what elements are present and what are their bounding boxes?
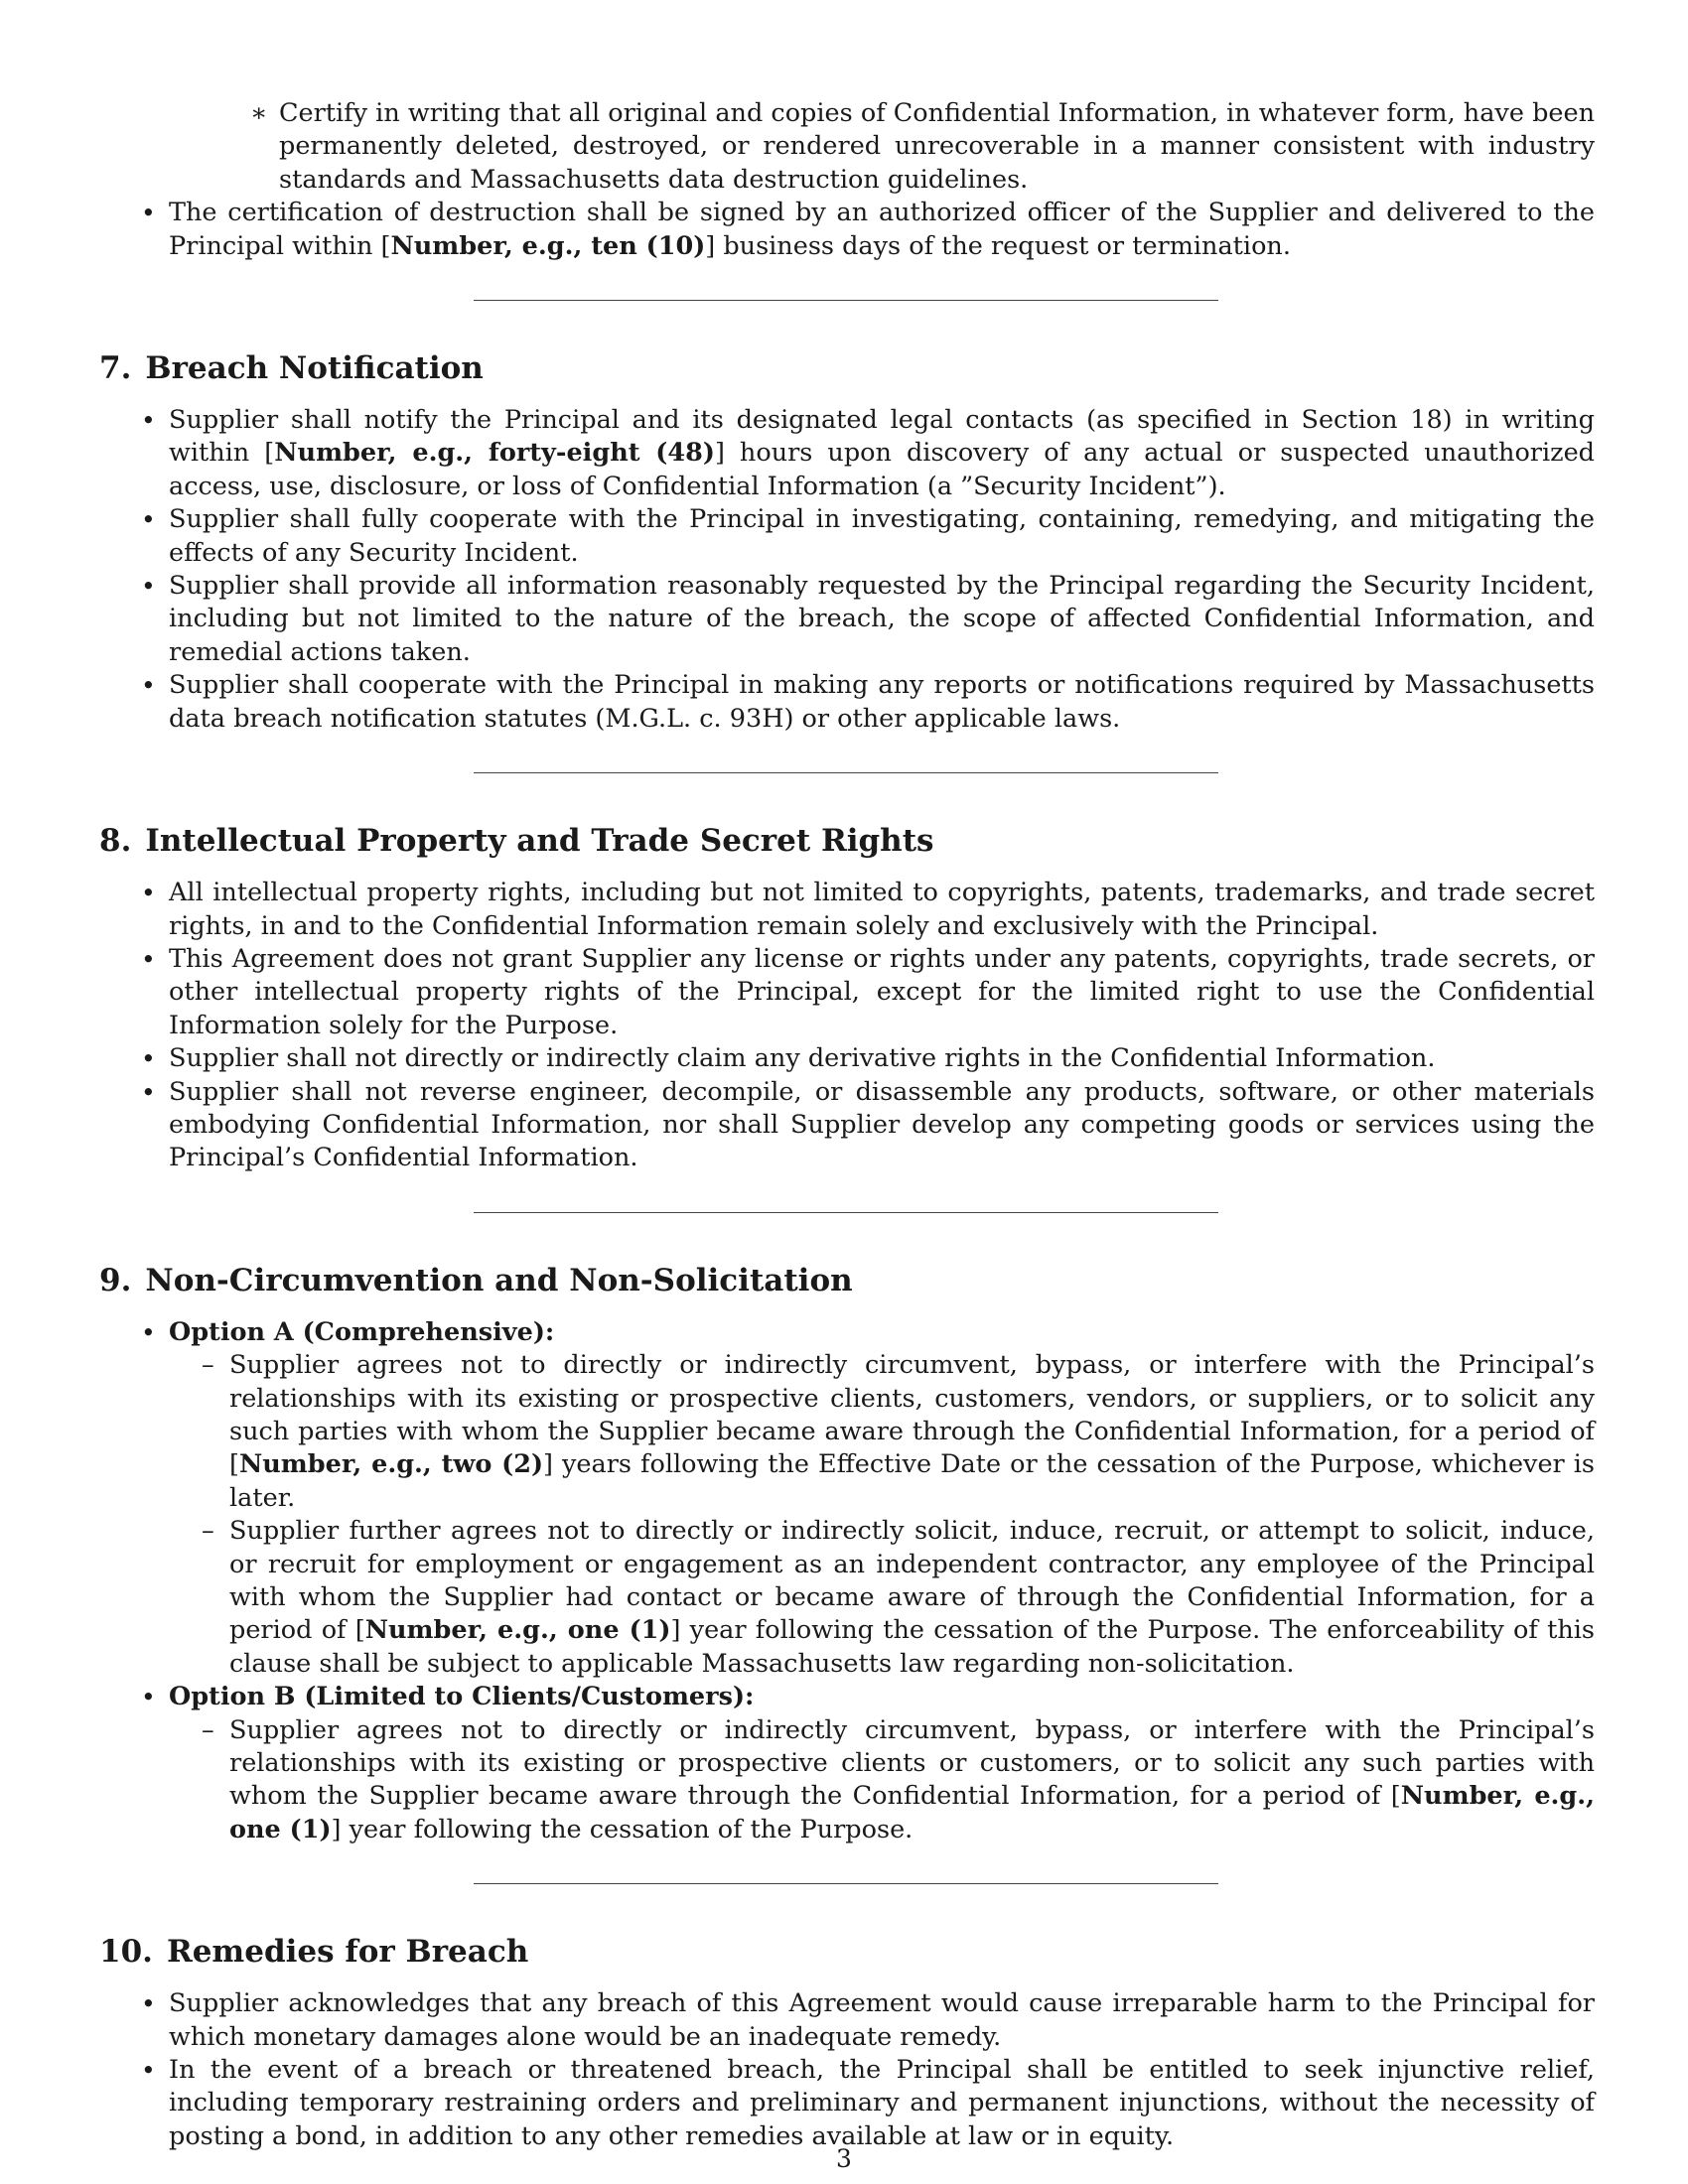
list-item: • Supplier shall provide all information reasonably requested by the Principal regarding the Security Incident, including but not limited to the nature of the breach, the scope of affected Confidential Information, and remedial actions taken. — [169, 570, 1595, 669]
option-label: Option A (Comprehensive): — [169, 1316, 555, 1347]
list-item: • Supplier shall cooperate with the Principal in making any reports or notifications required by Massachusetts data breach notification statutes (M.G.L. c. 93H) or other applicable laws. — [169, 669, 1595, 736]
section-7-list — [99, 404, 1595, 736]
list-item: • This Agreement does not grant Supplier any license or rights under any patents, copyrights, trade secrets, or other intellectual property rights of the Principal, except for the limited right to use the Confidential Information solely for the Purpose. — [169, 943, 1595, 1042]
list-item: – Supplier further agrees not to directly or indirectly solicit, induce, recruit, or attempt to solicit, induce, or recruit for employment or engagement as an independent contractor, any employee of the Principal with whom the Supplier had contact or became aware of through the Confidential Information, for a period of [Number, e.g., one (1)] year following the cessation of the Purpose. The enforceability of this clause shall be subject to applicable Massachusetts law regarding non-solicitation. — [229, 1515, 1595, 1681]
option-label: Option B (Limited to Clients/Customers): — [169, 1682, 755, 1712]
section-divider — [474, 1212, 1218, 1213]
section-heading-7: 7. Breach Notification — [99, 350, 484, 387]
placeholder-number: Number, e.g., two (2) — [238, 1449, 544, 1480]
list-item: • Supplier shall notify the Principal and its designated legal contacts (as specified in Section 18) in writing within [Number, e.g., forty-eight (48)] hours upon discovery of any actual or suspected unauthorized access, use, disclosure, or loss of Confidential Information (a ”Security Incident”). — [169, 404, 1595, 503]
placeholder-number: Number, e.g., one (1) — [364, 1615, 671, 1646]
placeholder-number: Number, e.g., one (1) — [229, 1781, 1595, 1844]
section-heading-8: 8. Intellectual Property and Trade Secret Rights — [99, 823, 934, 860]
section-9-list — [99, 1316, 1595, 1847]
list-item: • All intellectual property rights, including but not limited to copyrights, patents, trademarks, and trade secret rights, in and to the Confidential Information remain solely and exclusively with the Principal. — [169, 877, 1595, 943]
list-item: – Supplier agrees not to directly or indirectly circumvent, bypass, or interfere with the Principal’s relationships with its existing or prospective clients or customers, or to solicit any such parties with whom the Supplier became aware through the Confidential Information, for a period of [Number, e.g., one (1)] year following the cessation of the Purpose. — [229, 1714, 1595, 1847]
list-item: • Supplier shall not directly or indirectly claim any derivative rights in the Confidential Information. — [169, 1042, 1595, 1075]
section-heading-10: 10. Remedies for Breach — [99, 1934, 529, 1971]
option-a — [169, 1316, 1595, 1681]
list-item: • Supplier shall fully cooperate with the Principal in investigating, containing, remedying, and mitigating the effects of any Security Incident. — [169, 503, 1595, 570]
list-item: • Supplier shall not reverse engineer, decompile, or disassemble any products, software, or other materials embodying Confidential Information, nor shall Supplier develop any competing goods or services using the Principal’s Confidential Information. — [169, 1076, 1595, 1175]
section-divider — [474, 772, 1218, 773]
option-b-items — [169, 1714, 1595, 1847]
section-divider — [474, 1883, 1218, 1884]
list-item: ∗ Certify in writing that all original and copies of Confidential Information, in whatever form, have been permanently deleted, destroyed, or rendered unrecoverable in a manner consistent with industry standards and Massachusetts data destruction guidelines. — [279, 97, 1595, 197]
page-content — [99, 97, 1595, 2153]
placeholder-number: Number, e.g., ten (10) — [390, 230, 706, 261]
option-a-items — [169, 1349, 1595, 1681]
page-number: 3 — [836, 2144, 852, 2173]
destruction-bullets — [99, 197, 1595, 263]
section-heading-9: 9. Non-Circumvention and Non-Solicitation — [99, 1262, 853, 1298]
section-8-list — [99, 877, 1595, 1175]
placeholder-number: Number, e.g., forty-eight (48) — [274, 438, 715, 469]
section-divider — [474, 300, 1218, 301]
list-item: – Supplier agrees not to directly or indirectly circumvent, bypass, or interfere with the Principal’s relationships with its existing or prospective clients, customers, vendors, or suppliers, or to solicit any such parties with whom the Supplier became aware through the Confidential Information, for a period of [Number, e.g., two (2)] years following the Effective Date or the cessation of the Purpose, whichever is later. — [229, 1349, 1595, 1515]
option-b — [169, 1681, 1595, 1846]
list-item: • The certification of destruction shall be signed by an authorized officer of the Supplier and delivered to the Principal within [Number, e.g., ten (10)] business days of the request or termination. — [169, 197, 1595, 263]
destruction-subitems — [99, 97, 1595, 197]
list-item: • In the event of a breach or threatened breach, the Principal shall be entitled to seek injunctive relief, including temporary restraining orders and preliminary and permanent injunctions, without the necessity of posting a bond, in addition to any other remedies available at law or in equity. — [169, 2054, 1595, 2153]
list-item: • Supplier acknowledges that any breach of this Agreement would cause irreparable harm to the Principal for which monetary damages alone would be an inadequate remedy. — [169, 1987, 1595, 2054]
section-10-list — [99, 1987, 1595, 2153]
